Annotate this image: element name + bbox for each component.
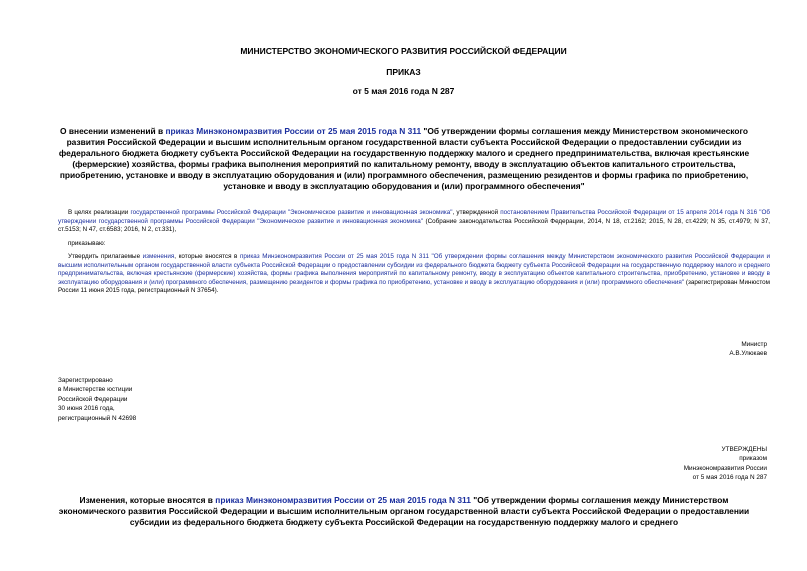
approved-line: от 5 мая 2016 года N 287	[692, 474, 767, 482]
changes-title	[58, 495, 750, 528]
registration-line: регистрационный N 42698	[58, 414, 137, 422]
preamble-text-1: В целях реализации	[68, 209, 131, 216]
document-title	[58, 126, 750, 192]
approved-line: Минэкономразвития России	[683, 464, 767, 472]
registration-line: Российской Федерации	[58, 395, 128, 403]
changes-title-suffix: "Об утверждении формы соглашения между Министерством экономического развития Российской Федерации и высшим исполнительным органом государственной власти субъекта Российской Федерации о предоставлении субсидии из федерального бюджета бюджету субъекта Российской Федерации на государственную поддержку малого и среднего	[58, 495, 750, 527]
signature-position: Министр	[741, 341, 767, 348]
approve-link-order-311[interactable]: приказ Минэкономразвития России от 25 мая 2015 года N 311 "Об утверждении формы соглашения между Министерством экономического развития Российской Федерации и высшим исполнительным органом государственной власти субъекта Российской Федерации о предоставлении субсидии из федерального бюджета бюджету субъекта Российской Федерации на государственную поддержку малого и среднего предпринимательства, включая крестьянские (фермерские) хозяйства, формы графика выполнения мероприятий по капитальному ремонту, вводу в эксплуатацию объектов капитального строительства, приобретению, установке и вводу в эксплуатацию оборудования и (или) программного обеспечения, размещению резидентов и формы графика по приобретению, установке и вводу в эксплуатацию оборудования и (или) программного обеспечения"	[58, 253, 770, 286]
preamble-text-2: , утвержденной	[452, 209, 501, 216]
changes-title-prefix: Изменения, которые вносятся в	[79, 495, 216, 505]
registration-line: в Министерстве юстиции	[58, 386, 133, 394]
ministry-heading: МИНИСТЕРСТВО ЭКОНОМИЧЕСКОГО РАЗВИТИЯ РОССИЙСКОЙ ФЕДЕРАЦИИ	[240, 46, 567, 56]
approved-stamp-block	[684, 445, 767, 483]
registration-line: 30 июня 2016 года,	[58, 405, 115, 413]
approve-text-1: Утвердить прилагаемые	[68, 253, 143, 260]
preamble-paragraph	[58, 209, 770, 235]
doc-type-heading: ПРИКАЗ	[386, 67, 421, 77]
preamble-text-3: (Собрание законодательства Российской Федерации, 2014, N 18, ст.2162; 2015, N 28, ст.4229; N 35, ст.4979; N 37, ст.5153; N 47, ст.6583; 2016, N 2, ст.331),	[58, 217, 770, 234]
title-suffix: "Об утверждении формы соглашения между Министерством экономического развития Российской Федерации и высшим исполнительным органом государственной власти субъекта Российской Федерации о предоставлении субсидии из федерального бюджета бюджету субъекта Российской Федерации на государственную поддержку малого и среднего предпринимательства, включая крестьянские (фермерские) хозяйства, формы графика выполнения мероприятий по капитальному ремонту, вводу в эксплуатацию объектов капитального строительства, приобретению, установке и вводу в эксплуатацию оборудования и (или) программного обеспечения, размещению резидентов и формы графика по приобретению, установке и вводу в эксплуатацию оборудования и (или) программного обеспечения"	[58, 126, 750, 191]
signature-block	[729, 340, 767, 359]
approve-text-2: , которые вносятся в	[174, 253, 240, 260]
changes-title-link-order-311[interactable]: приказ Минэкономразвития России от 25 мая 2015 года N 311	[215, 495, 471, 505]
date-number-heading: от 5 мая 2016 года N 287	[352, 86, 455, 96]
preamble-link-resolution[interactable]: постановлением Правительства Российской Федерации от 15 апреля 2014 года N 316 "Об утверждении государственной программы Российской Федерации "Экономическое развитие и инновационная экономика"	[58, 209, 770, 225]
registration-line: Зарегистрировано	[58, 377, 113, 384]
registration-block	[58, 376, 136, 423]
approved-line: приказом	[739, 455, 767, 463]
preamble-link-program[interactable]: государственной программы Российской Федерации "Экономическое развитие и инновационная экономика"	[130, 209, 453, 216]
title-prefix: О внесении изменений в	[60, 126, 166, 136]
approve-link-changes[interactable]: изменения	[142, 253, 175, 260]
approve-paragraph	[58, 253, 770, 296]
approve-text-3: (зарегистрирован Минюстом России 11 июня 2015 года, регистрационный N 37654).	[58, 278, 770, 295]
approved-line: УТВЕРЖДЕНЫ	[721, 446, 767, 453]
order-word: приказываю:	[68, 240, 106, 247]
title-link-order-311[interactable]: приказ Минэкономразвития России от 25 мая 2015 года N 311	[165, 126, 422, 136]
signature-name: А.В.Улюкаев	[729, 350, 767, 358]
